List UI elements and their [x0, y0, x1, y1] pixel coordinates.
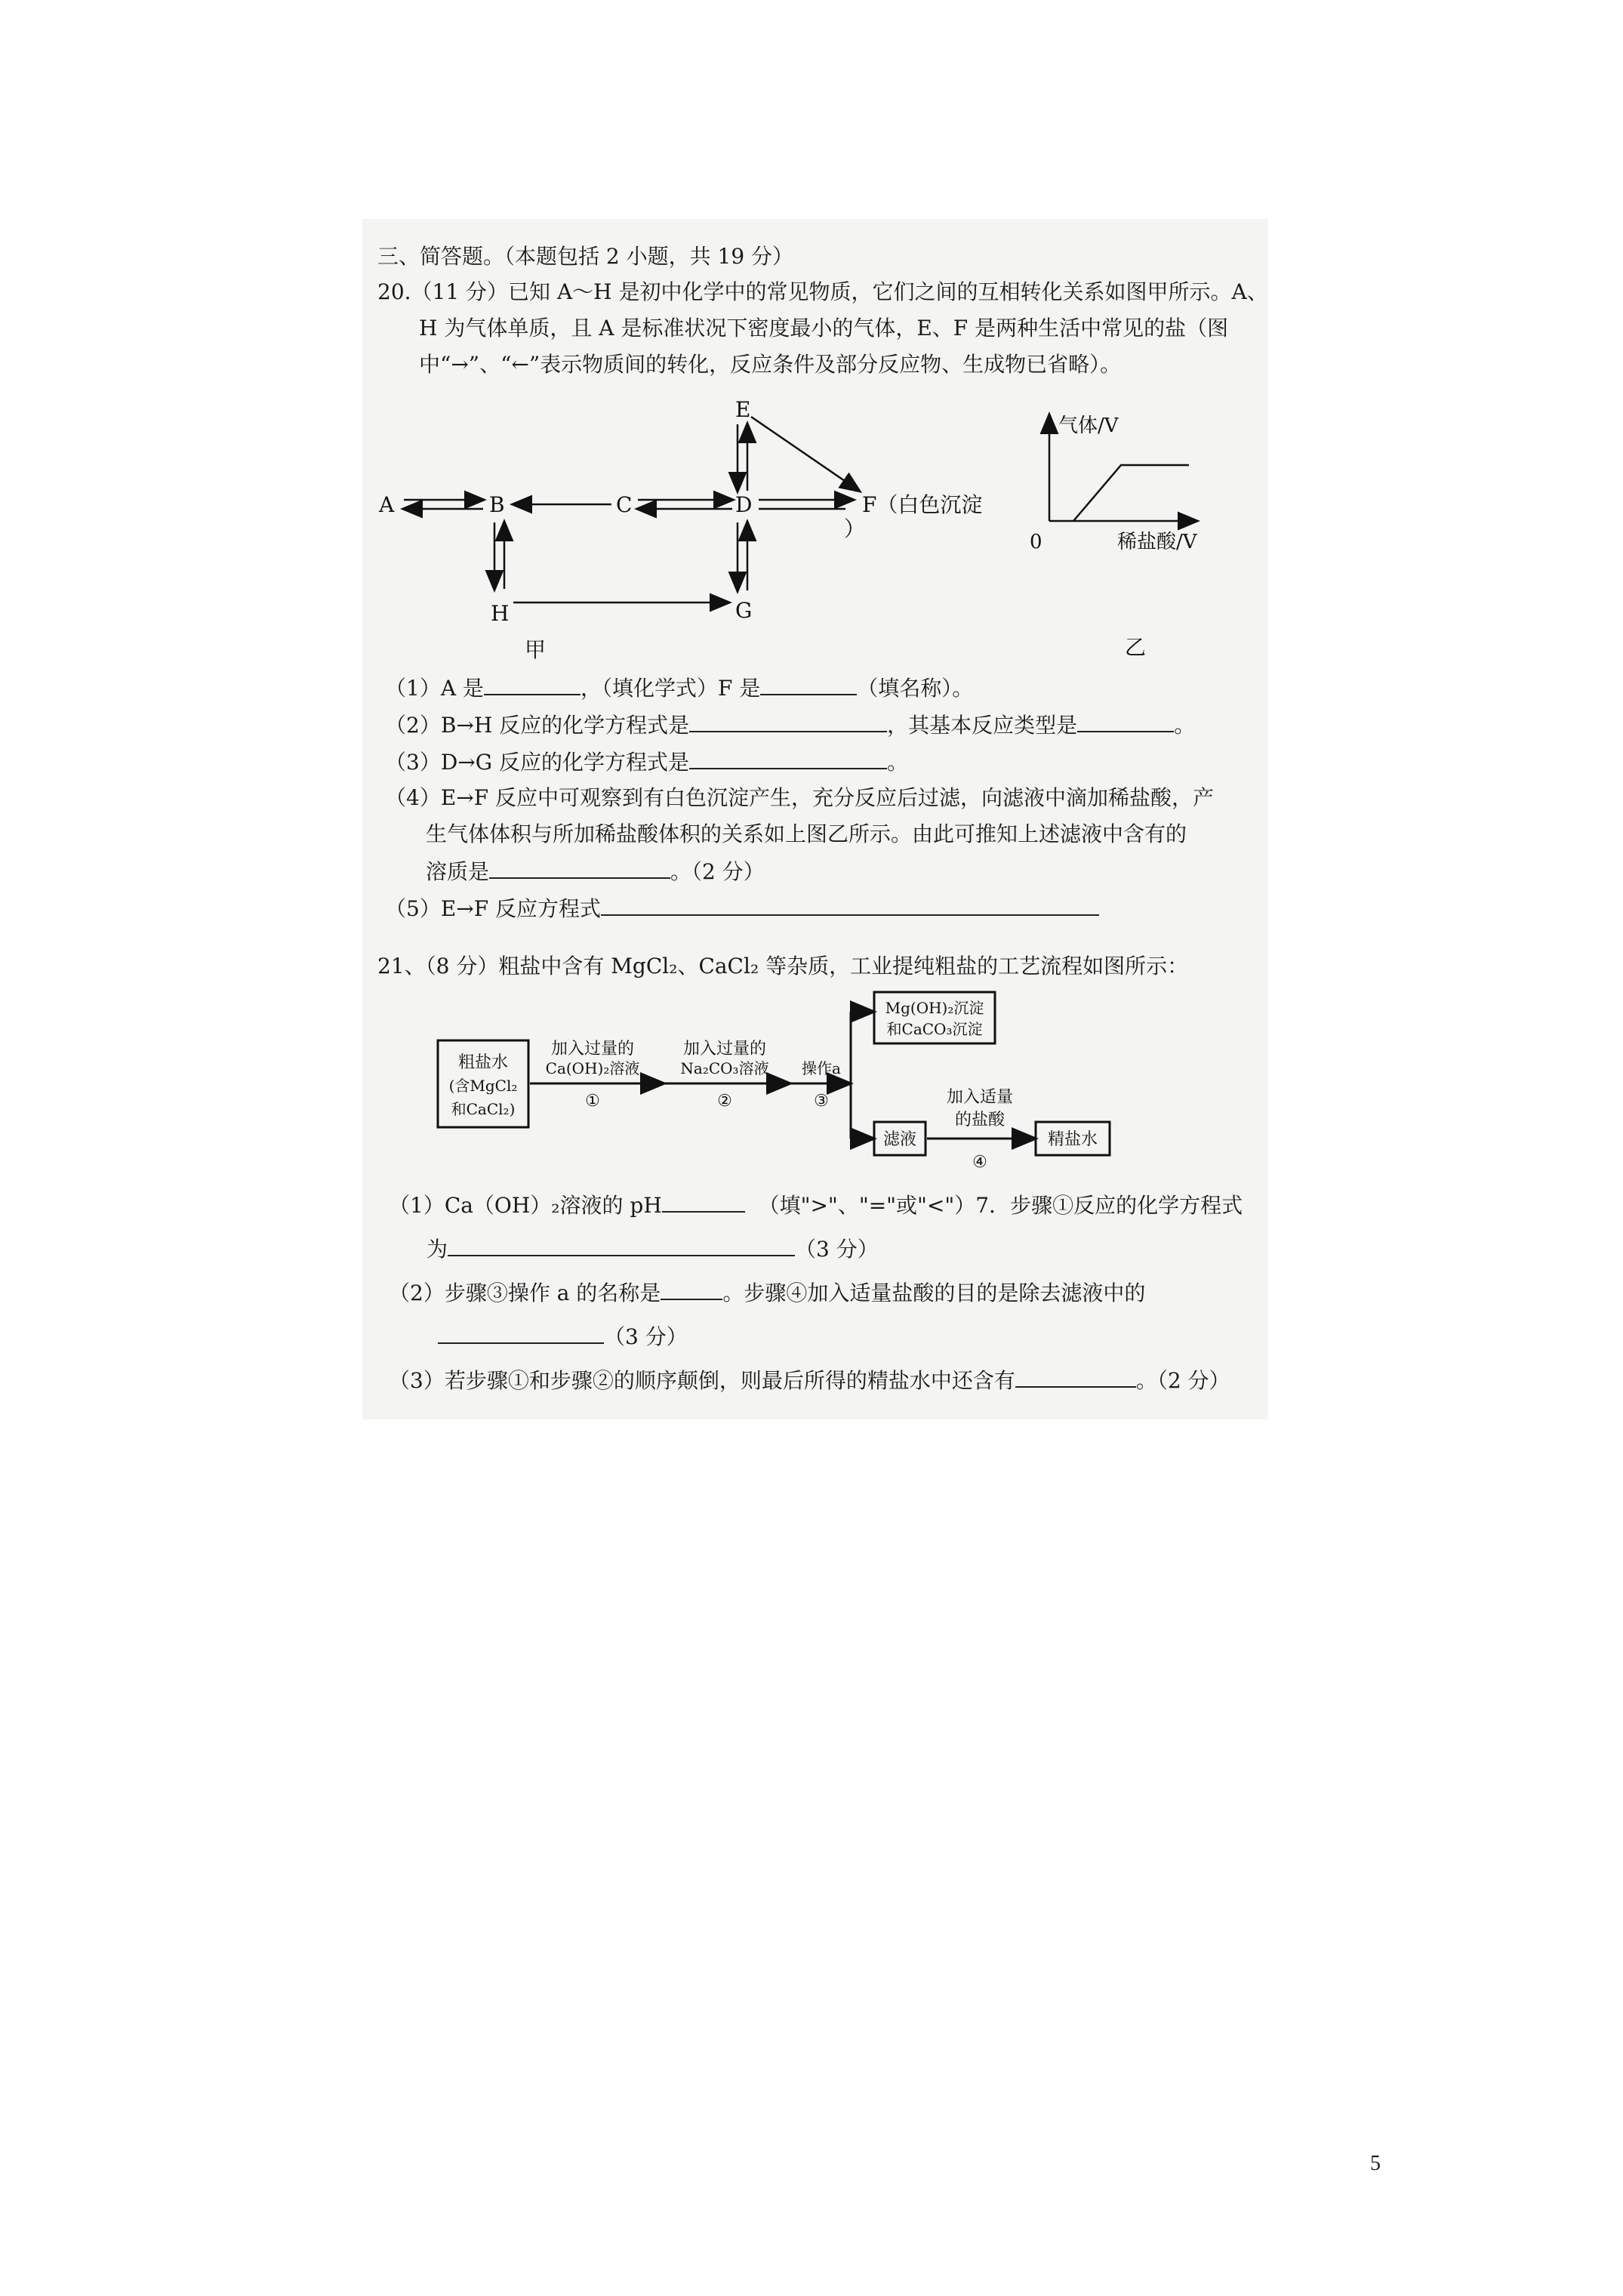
answer-blank[interactable] — [1015, 1367, 1136, 1388]
box-crude-brine-line3: 和CaCl₂) — [451, 1100, 516, 1118]
q20-s3: （3）D→G 反应的化学方程式是 。 — [385, 750, 909, 775]
box-crude-brine-line1: 粗盐水 — [457, 1053, 509, 1072]
step4-top: 加入适量 — [946, 1088, 1014, 1107]
q20-intro-line2: H 为气体单质，且 A 是标准状况下密度最小的气体，E、F 是两种生活中常见的盐（图 — [419, 316, 1229, 341]
graph-origin: 0 — [1030, 531, 1042, 553]
q20-s1: （1）A 是 ，（填化学式）F 是 （填名称）。 — [385, 676, 974, 701]
page-number: 5 — [1370, 2152, 1381, 2175]
q20-s4-line1: （4）E→F 反应中可观察到有白色沉淀产生，充分反应后过滤，向滤液中滴加稀盐酸，产 — [385, 785, 1215, 810]
answer-blank[interactable] — [601, 895, 1099, 916]
step1-num: ① — [585, 1092, 600, 1111]
node-g: G — [735, 598, 753, 623]
graph-caption: 乙 — [1125, 635, 1147, 660]
q21-s1-line1: （1）Ca（OH）₂溶液的 pH （填">"、"="或"<"）7．步骤①反应的化学方程式 — [389, 1193, 1243, 1218]
node-e: E — [735, 397, 751, 422]
answer-blank[interactable] — [1077, 711, 1174, 732]
step3-num: ③ — [814, 1092, 829, 1111]
answer-blank[interactable] — [760, 674, 857, 695]
q21-s2-line2: （3 分） — [438, 1323, 688, 1350]
refined-brine-label: 精盐水 — [1047, 1130, 1098, 1149]
answer-blank[interactable] — [489, 858, 670, 879]
answer-blank[interactable] — [689, 748, 887, 769]
step2-top: 加入过量的 — [682, 1040, 767, 1059]
gas-curve — [1073, 465, 1189, 521]
step4-num: ④ — [972, 1153, 987, 1172]
precipitate-line2: 和CaCO₃沉淀 — [886, 1020, 983, 1038]
q21-intro: 21、（8 分）粗盐中含有 MgCl₂、CaCl₂ 等杂质，工业提纯粗盐的工艺流程如图所示： — [377, 954, 1189, 978]
q20-s4-line2: 生气体体积与所加稀盐酸体积的关系如上图乙所示。由此可推知上述滤液中含有的 — [426, 821, 1187, 846]
filtrate-label: 滤液 — [882, 1130, 917, 1149]
answer-blank[interactable] — [438, 1323, 604, 1344]
diagram-caption: 甲 — [525, 637, 547, 662]
purification-flowchart — [423, 989, 1223, 1178]
precipitate-line1: Mg(OH)₂沉淀 — [885, 999, 984, 1017]
q20-s2: （2）B→H 反应的化学方程式是 ，其基本反应类型是 。 — [385, 713, 1196, 738]
answer-blank[interactable] — [661, 1279, 722, 1300]
arrow-e-to-f — [751, 417, 859, 491]
box-crude-brine-line2: (含MgCl₂ — [448, 1077, 518, 1095]
step1-bottom: Ca(OH)₂溶液 — [545, 1059, 640, 1077]
node-b: B — [489, 492, 505, 517]
reaction-diagram — [370, 393, 1012, 672]
section-header: 三、简答题。（本题包括 2 小题，共 19 分） — [377, 244, 794, 269]
step3-label: 操作a — [802, 1059, 841, 1077]
node-f-close: ） — [844, 516, 866, 541]
answer-blank[interactable] — [689, 711, 887, 732]
q21-s2-line1: （2）步骤③操作 a 的名称是 。步骤④加入适量盐酸的目的是除去滤液中的 — [389, 1281, 1146, 1305]
answer-blank[interactable] — [448, 1235, 795, 1256]
node-c: C — [616, 492, 633, 517]
node-d: D — [735, 492, 753, 517]
step1-top: 加入过量的 — [550, 1040, 635, 1059]
graph-ylabel: 气体/V — [1058, 415, 1119, 437]
step2-num: ② — [717, 1092, 732, 1111]
step2-bottom: Na₂CO₃溶液 — [680, 1059, 769, 1077]
q20-s5: （5）E→F 反应方程式 — [385, 895, 1099, 922]
step4-bottom: 的盐酸 — [954, 1111, 1006, 1130]
q21-s3: （3）若步骤①和步骤②的顺序颠倒，则最后所得的精盐水中还含有 。（2 分） — [389, 1368, 1230, 1393]
q20-intro-line1: 20.（11 分）已知 A～H 是初中化学中的常见物质，它们之间的互相转化关系如图甲所示。A、 — [377, 279, 1268, 304]
node-f: F（白色沉淀 — [862, 492, 983, 517]
q20-s4-line3: 溶质是 。（2 分） — [426, 859, 765, 884]
q20-intro-line3: 中“→”、“←”表示物质间的转化，反应条件及部分反应物、生成物已省略）。 — [419, 352, 1122, 377]
q21-s1-line2: 为 （3 分） — [427, 1237, 879, 1262]
graph-xlabel: 稀盐酸/V — [1117, 531, 1197, 553]
answer-blank[interactable] — [484, 674, 581, 695]
gas-volume-graph — [1027, 400, 1253, 672]
answer-blank[interactable] — [662, 1191, 745, 1213]
node-a: A — [379, 492, 395, 517]
node-h: H — [491, 601, 510, 626]
